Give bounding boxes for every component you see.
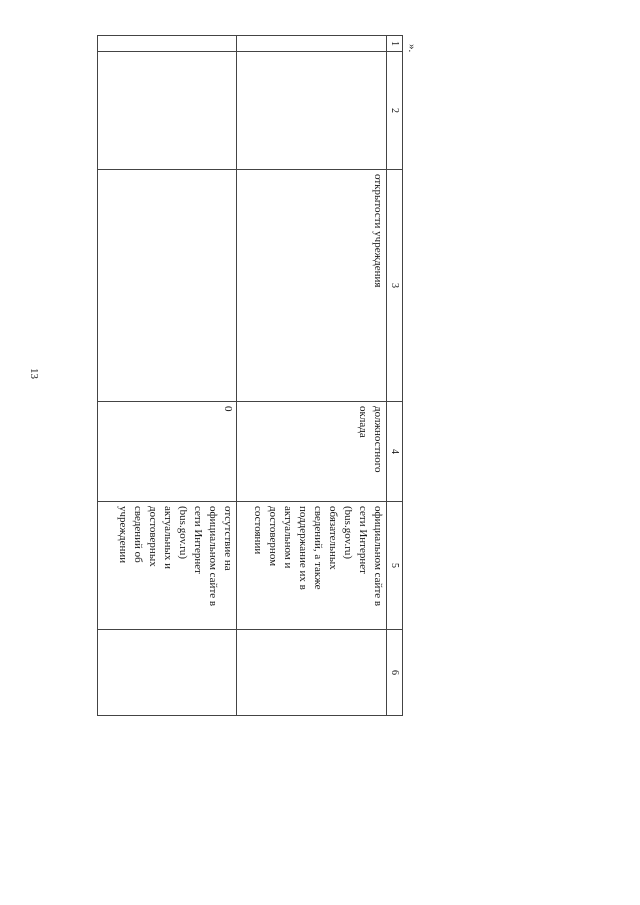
- table-row: [237, 36, 387, 716]
- table-cell: [98, 36, 237, 52]
- column-header: 4: [387, 402, 403, 502]
- column-header: 2: [387, 52, 403, 170]
- table-cell: [237, 36, 387, 52]
- table-cell: открытости учреждения: [237, 170, 387, 402]
- table-header-row: [387, 36, 403, 716]
- table-cell: [237, 630, 387, 716]
- criteria-table: [97, 35, 403, 715]
- table-cell: [237, 52, 387, 170]
- table-cell: [98, 170, 237, 402]
- table-row: [98, 36, 237, 716]
- table-cell: должностного оклада: [237, 402, 387, 502]
- column-header: 5: [387, 502, 403, 630]
- table-cell: [98, 630, 237, 716]
- table-cell: [98, 52, 237, 170]
- criteria-table-grid: [97, 35, 403, 716]
- page-number: 13: [28, 368, 40, 379]
- table-cell: отсутствие на официальном сайте в сети Интернет (bus.gov.ru) актуальных и достоверных сведений об учреждении: [98, 502, 237, 630]
- closing-quote-mark: ».: [406, 44, 418, 53]
- column-header: 6: [387, 630, 403, 716]
- column-header: 1: [387, 36, 403, 52]
- table-cell: официальном сайте в сети Интернет (bus.gov.ru) обязательных сведений, а также поддержание их в актуальном и достоверном состоянии: [237, 502, 387, 630]
- column-header: 3: [387, 170, 403, 402]
- table-cell: 0: [98, 402, 237, 502]
